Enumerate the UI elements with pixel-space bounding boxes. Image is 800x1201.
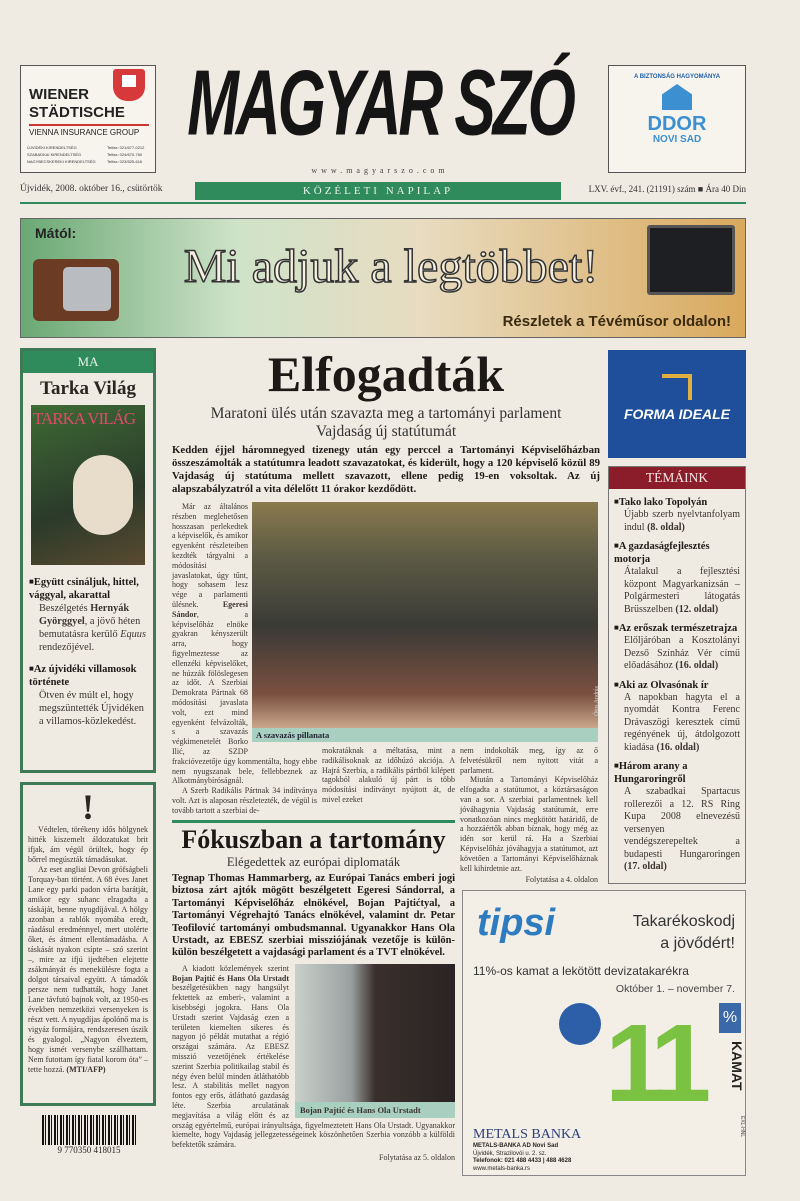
banner-sub: Részletek a Tévéműsor oldalon! (502, 313, 731, 330)
wiener-name: WIENER STÄDTISCHE (29, 86, 125, 121)
left-item-title[interactable]: ■ Együtt csináljuk, hittel, vággyal, akarattal (29, 575, 147, 602)
topic-title[interactable]: ■ Aki az Olvasónak ír (614, 678, 740, 692)
ddor-ad[interactable]: A BIZTONSÁG HAGYOMÁNYA DDOR NOVI SAD (608, 65, 746, 173)
handshake-figure (295, 964, 455, 1118)
main-lead: Kedden éjjel háromnegyed tizenegy után egy perccel a Tartományi Képviselőházban összeszámolták a statútumra leadott szavazatokat, és kiderült, hogy a 120 képviselő közül 89 Vajdaság új statútuma mellett szavazott, ellene pedig 19-en voksoltak. Az új alapszabályzatról a vita délelőtt 11 órakor kezdődött. (172, 444, 600, 495)
ad-period: Október 1. – november 7. (615, 983, 735, 995)
parliament-photo[interactable] (252, 502, 601, 728)
magazine-cover[interactable]: TARKA VILÁG (31, 405, 145, 565)
continued-note: Folytatása a 4. oldalon (525, 875, 598, 885)
main-col1: Már az általános részben meglehetősen hosszasan perlekedtek a képviselők, és amikor egyenként részleteiben kezdték tárgyalni a módosítási javaslatokat, úgy tűnt, hogy sohasem lesz vége a parlamenti ülésnek. Egeresi Sándor, a képviselőház elnöke gyakran kényszerült arra, hogy figyelmeztesse az ellenzéki képviselőket, ne húzzák fölöslegesen az időt. A Szerbiai Demokrata Pártnak 68 módosítási javaslata volt, ezt mind egyenként felvázolták, s a szavazás végkimenetelét Borko Ilić, az SZDP frakcióvezetője úgy kommentálta, hogy ebbe nem nyugszanak bele, fellebbeznek az Alkotmánybíróságnál. A Szerb Radikális Pártnak 34 indítványa volt. Azt is alaposan részletezték, de végül is tovább tartott a szerbiai de- (172, 502, 317, 815)
topics-box: TÉMÁINK ■ Tako lako Topolyán Újabb szerb nyelvtanfolyam indul (8. oldal) ■ A gazdaságfejlesztés motorja Átalakul a fejlesztési központ Magyarkanizsán – Polgármesteri látogatás Brüsszelben (12. oldal) ■ Az erőszak természetrajza Előljáróban a Kosztolányi Dezső Színház Vér című előadásához (16. oldal) ■ Aki az Olvasónak ír A napokban hagyta el a nyomdát Kontra Ferenc Drávaszögi keresztek című regényének új, átdolgozott kiadása (16. oldal) ■ Három arany a Hungaroringről A szabadkai Spartacus rollerezői a 12. RS Ring Kupa 2008 elnevezésű versenyen vendégszerepeltek a budapesti Hungaroringen (17. oldal) (608, 466, 746, 884)
topic-title[interactable]: ■ Az erőszak természetrajza (614, 621, 740, 635)
barcode (42, 1115, 136, 1145)
today-header: MA (23, 351, 153, 373)
topics-header: TÉMÁINK (609, 467, 745, 489)
photo-caption: A szavazás pillanata (252, 728, 598, 742)
left-item-title[interactable]: ■ Az újvidéki villamosok története (29, 662, 147, 689)
flat-tv-icon (647, 225, 735, 295)
left-column (20, 348, 156, 1156)
forma-logo-icon (662, 374, 692, 400)
second-subtitle: Elégedettek az európai diplomaták (226, 855, 401, 869)
kamat-label: KAMAT (729, 1041, 745, 1091)
percent-tag: % (719, 1003, 741, 1033)
second-article (172, 820, 455, 1163)
second-lead: Tegnap Thomas Hammarberg, az Európai Tanács emberi jogi biztosa zárt ajtók mögött beszélgetett Egeresi Sándorral, a Tartományi Képviselőház elnökével, Bojan Pajtićtyal, a Tartományi Végrehajtó Tanács elnökével, valamint dr. Petar Teofilović tartományi ombudsmannal. Ugyanakkor Hans Ola Urstadt, az EBESZ szerbiai missziójának vezetője is külön-külön beszélgetett a vajdasági parlament és a TVT elnökével. (172, 873, 455, 959)
ad-offer: 11%-os kamat a lekötött devizatakarékra (473, 964, 689, 978)
banner-from: Mától: (35, 225, 77, 241)
banner-headline: Mi adjuk a legtöbbet! (183, 240, 599, 293)
wiener-group: VIENNA INSURANCE GROUP (29, 128, 140, 137)
bank-ad[interactable] (462, 890, 746, 1176)
handshake-caption: Bojan Pajtić és Hans Ola Urstadt (295, 1102, 455, 1118)
header-rule (20, 202, 746, 204)
topic-title[interactable]: ■ Három arany a Hungaroringről (614, 759, 740, 786)
issue-info: LXV. évf., 241. (21191) szám ■ Ára 40 Din (588, 184, 746, 194)
second-headline[interactable]: Fókuszban a tartomány (181, 825, 446, 854)
forma-ideale-ad[interactable]: FORMA IDEALE (608, 350, 746, 458)
exclamation-icon: ! (82, 787, 94, 827)
main-subtitle: Maratoni ülés után szavazta meg a tartományi parlament Vajdaság új statútumát (210, 405, 562, 440)
ddor-arc: A BIZTONSÁG HAGYOMÁNYA (633, 74, 721, 80)
ddor-logo-icon (662, 84, 692, 110)
date: Újvidék, 2008. október 16., csütörtök (20, 184, 163, 194)
section-rule (172, 820, 455, 823)
masthead-logo[interactable]: MAGYAR SZÓ (187, 52, 573, 156)
barcode-number: 9 770350 418015 (57, 1145, 121, 1155)
second-body: Bojan Pajtić és Hans Ola Urstadt A kiadott közlemények szerint Bojan Pajtić és Hans Ola Urstadt beszélgetésükben nagy hangsúlyt fektettek az emberi-, valamint a kisebbségi jogokra. Hans Ola Urstadt szerint Vajdaság ezen a területen kiemelten sikeres és nagyon jó példát mutathat a régió országai számára. Az EBESZ misszió vezetőjének értékelése szerint Szerbia politikailag stabil és négy éven belül minden átláthatóbb lesz. A stabilitás mellet nagyon fontos egy erős, átlátható gazdaság léte. Szerbia arculatának megjavítása a világ előtt és az ország egyértelmű, európai irányultsága, figyelmeztetett Hans Ola Urstadt. Ugyanakkor kiemelte, hogy Vajdaság jellegzetességeinek köszönhetően Szerbia vonzóbb a külföldi befektetők számára. Folytatása az 5. oldalon (172, 963, 455, 1162)
cover-portrait (73, 455, 133, 535)
news-brief-box: ! Védtelen, törékeny idős hölgynek hitték kiszemelt áldozatukat brit ifjak, ám végül örültek, hogy ép bőrrel megúszták támadásukat. Az eset angliai Devon grófságbeli Torquay-ban történt. A 68 éves Janet Lane egy parki padon várta barátját, amikor egy suhanc elragadta a táskáját, benne nyugdíjával. A hölgy azonban a rablók nyomába eredt, ráadásul eredménnyel, mert utolérte őket, és átment ellentámadásba. A táskását nyakon csípte – szó szerint –, mire az ifjú ijedtében elejtette zsákmányát és menekülésre fogta a dolgot társaival együtt. A támadók persze nem tudhatták, hogy Janet Lane távfutó bajnok volt, az 1950-es években nemzetközi versenyeken is részt vett. A nyugdíjas ápolónő ma is vigyáz formájára, rendszeresen úszik és gyalogol. „Nagyon élveztem, hogy ismét versenybe szállhattam. Nem futottam így fiatal korom óta” – tette hozzá. (MTI/AFP) (20, 782, 156, 1106)
topic-title[interactable]: ■ A gazdaságfejlesztés motorja (614, 539, 740, 566)
main-col3: nem indokolták meg, így az ő felvetésükről nem nyitott vitát a parlament. Miután a Tartományi Képviselőház elfogadta a statútumot, a köztársaságon van a sor. A szerbiai parlamentnek kell jóváhagynia Vajdaság statútumát, erre vonatkozóan nincs megkötött határidő, de a hozzáértők abban bíznak, hogy még az idén sor kerül rá. Ha a Szerbiai Képviselőház jóváhagyja a statútumot, azt követően a Tartományi Képviselőháznak kell kihirdetnie azt. Folytatása a 4. oldalon (460, 746, 598, 885)
website[interactable]: www.magyarszo.com (311, 166, 449, 175)
topic-title[interactable]: ■ Tako lako Topolyán (614, 495, 740, 509)
today-title[interactable]: Tarka Világ (40, 378, 136, 399)
bank-info: METALS BANKA METALS-BANKA AD Novi Sad Újvidék, Strazilovói u. 2. sz. Telefonok: 021 488 4433 | 488 4628 www.metals-banka.rs (473, 1127, 582, 1172)
mascot-icon (559, 1003, 601, 1045)
main-col2: mokratáknak a méltatása, mint a radikálisoknak az időhúzó akciója. A Hajrá Szerbia, a radikális pártból kilépett tagokból alakuló új párt is több módosítási indítványt nyújtott át, de mivel ezeket (322, 746, 455, 804)
barcode-block (42, 1115, 136, 1156)
continued-note: Folytatása az 5. oldalon (379, 1152, 455, 1162)
tv-banner[interactable] (20, 218, 746, 338)
main-headline[interactable]: Elfogadták (267, 346, 505, 402)
big-eleven: 11 (605, 1002, 702, 1125)
photo-credit: Ótos András (594, 686, 601, 716)
today-box: MA Tarka Világ TARKA VILÁG ■ Együtt csináljuk, hittel, vággyal, akarattal Beszélgetés Hernyák Györggyel, a jövő héten bemutatásra kerülő Equus rendezőjével. ■ Az újvidéki villamosok története Ötven év múlt el, hogy megszüntették Újvidéken a villamos-közlekedést. (20, 348, 156, 773)
ad-slogan: Takarékoskodj a jövődért! (632, 913, 735, 952)
retro-tv-icon (33, 259, 119, 321)
handshake-photo[interactable] (295, 964, 455, 1102)
wiener-ad[interactable]: WIENER STÄDTISCHE VIENNA INSURANCE GROUP ÚJVIDÉKI KIRENDELTSÉG SZABADKAI KIRENDELTSÉG NAGYBECSKEREKI KIRENDELTSÉG Telfax: 021/677-0212 Telfax: 024/670-760 Telfax: 023/525-616 (20, 65, 156, 173)
bank-name: METALS BANKA (473, 1127, 582, 1142)
tipsi-logo: tipsi (477, 902, 556, 944)
ad-code: EXL-HNL (739, 1116, 745, 1138)
tagline-bar: KÖZÉLETI NAPILAP (195, 182, 561, 200)
